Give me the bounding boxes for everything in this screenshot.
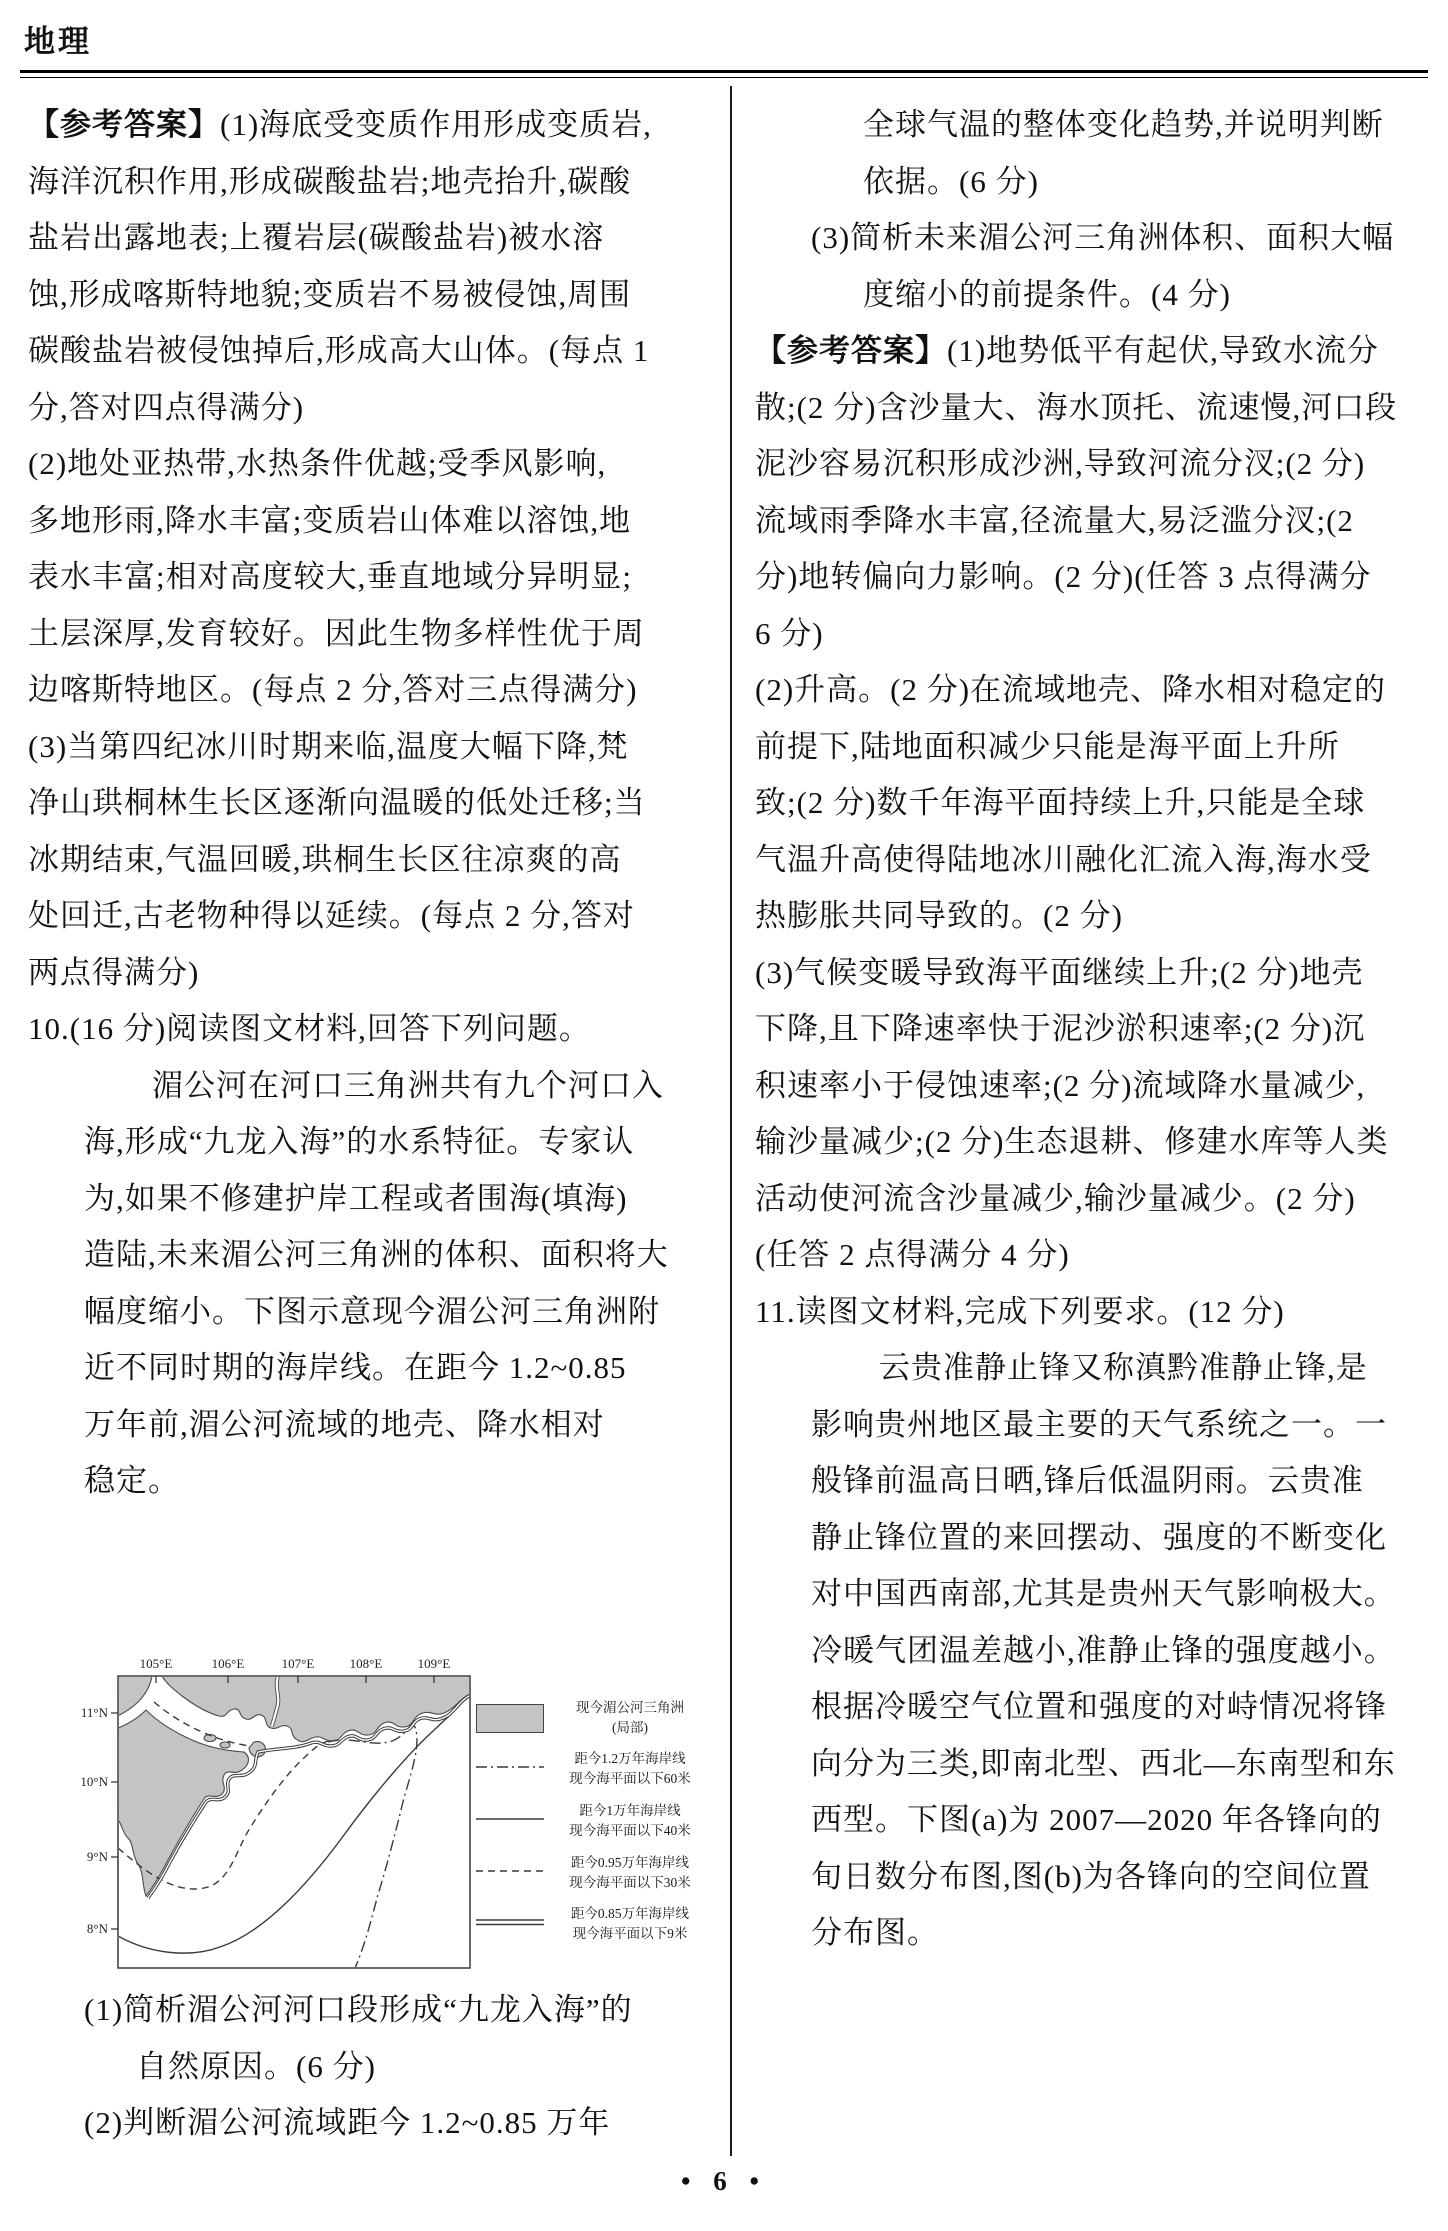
legend-label-line2: 现今海平面以下40米 bbox=[569, 1823, 691, 1838]
text-line: 6 分) bbox=[755, 615, 824, 651]
text-line: 致;(2 分)数千年海平面持续上升,只能是全球 bbox=[755, 785, 1366, 820]
text-line: 依据。(6 分) bbox=[863, 163, 1039, 199]
legend-label-line2: 现今海平面以下60米 bbox=[569, 1771, 691, 1786]
legend-label-line2: (局部) bbox=[612, 1720, 648, 1735]
legend-item bbox=[476, 1747, 716, 1791]
text-line: 西型。下图(a)为 2007—2020 年各锋向的 bbox=[811, 1802, 1382, 1837]
text-line: 【参考答案】(1)海底受变质作用形成变质岩, bbox=[28, 107, 652, 142]
legend-line-icon bbox=[476, 1761, 544, 1773]
column-divider bbox=[730, 86, 732, 2156]
text-line: 流域雨季降水丰富,径流量大,易泛滥分汊;(2 bbox=[755, 502, 1354, 538]
text-line: 万年前,湄公河流域的地壳、降水相对 bbox=[84, 1406, 605, 1442]
legend-label bbox=[544, 1801, 716, 1841]
text-line: 幅度缩小。下图示意现今湄公河三角洲附 bbox=[84, 1293, 660, 1329]
y-axis-label: 10°N bbox=[80, 1774, 108, 1789]
text-line: 云贵准静止锋又称滇黔准静止锋,是 bbox=[879, 1350, 1368, 1385]
legend-line-icon bbox=[476, 1813, 544, 1825]
text-line: 净山珙桐林生长区逐渐向温暖的低处迁移;当 bbox=[28, 785, 646, 820]
text-line: 全球气温的整体变化趋势,并说明判断 bbox=[863, 107, 1384, 142]
text-line: 表水丰富;相对高度较大,垂直地域分异明显; bbox=[28, 559, 632, 594]
text-line: 气温升高使得陆地冰川融化汇流入海,海水受 bbox=[755, 841, 1372, 877]
legend-label-line1: 距今1万年海岸线 bbox=[579, 1803, 681, 1818]
x-axis-label: 105°E bbox=[139, 1656, 173, 1671]
text-line: 冰期结束,气温回暖,珙桐生长区往凉爽的高 bbox=[28, 841, 622, 877]
x-axis-label: 107°E bbox=[281, 1656, 315, 1671]
text-line: 两点得满分) bbox=[28, 954, 200, 990]
legend-area-swatch-icon bbox=[476, 1704, 544, 1733]
text-line: 【参考答案】(1)地势低平有起伏,导致水流分 bbox=[755, 333, 1379, 368]
text-line: 泥沙容易沉积形成沙洲,导致河流分汊;(2 分) bbox=[755, 446, 1366, 481]
legend-item bbox=[476, 1799, 716, 1843]
text-line: 分布图。 bbox=[811, 1915, 939, 1950]
text-line: 近不同时期的海岸线。在距今 1.2~0.85 bbox=[84, 1350, 627, 1385]
text-line: (2)判断湄公河流域距今 1.2~0.85 万年 bbox=[84, 2105, 611, 2140]
text-line: 分)地转偏向力影响。(2 分)(任答 3 点得满分 bbox=[755, 559, 1372, 594]
text-line: 前提下,陆地面积减少只能是海平面上升所 bbox=[755, 728, 1340, 764]
legend-swatch bbox=[476, 1760, 544, 1778]
text-line: 般锋前温高日晒,锋后低温阴雨。云贵准 bbox=[811, 1463, 1364, 1498]
text-line: 度缩小的前提条件。(4 分) bbox=[863, 276, 1231, 312]
text-line: (3)简析未来湄公河三角洲体积、面积大幅 bbox=[811, 220, 1395, 255]
text-line: 11.读图文材料,完成下列要求。(12 分) bbox=[755, 1293, 1285, 1329]
text-line: 热膨胀共同导致的。(2 分) bbox=[755, 898, 1123, 933]
text-line: 向分为三类,即南北型、西北—东南型和东 bbox=[811, 1745, 1396, 1781]
text-line: 蚀,形成喀斯特地貌;变质岩不易被侵蚀,周围 bbox=[28, 276, 632, 312]
text-line: 静止锋位置的来回摆动、强度的不断变化 bbox=[811, 1519, 1387, 1555]
text-line: (任答 2 点得满分 4 分) bbox=[755, 1237, 1070, 1272]
legend-swatch bbox=[476, 1915, 544, 1933]
legend-label-line1: 现今湄公河三角洲 bbox=[576, 1700, 684, 1715]
y-axis-label: 11°N bbox=[80, 1705, 108, 1720]
legend-item bbox=[476, 1902, 716, 1946]
legend-label-line2: 现今海平面以下30米 bbox=[569, 1875, 691, 1890]
text-line: 影响贵州地区最主要的天气系统之一。一 bbox=[811, 1406, 1387, 1442]
left-column-text-bottom bbox=[28, 1982, 718, 2152]
text-line: 根据冷暖空气位置和强度的对峙情况将锋 bbox=[811, 1689, 1387, 1724]
text-line: (1)简析湄公河河口段形成“九龙入海”的 bbox=[84, 1992, 633, 2027]
legend-label bbox=[544, 1904, 716, 1944]
text-line: 自然原因。(6 分) bbox=[136, 2048, 376, 2084]
x-axis-label: 108°E bbox=[349, 1656, 383, 1671]
text-line: 土层深厚,发育较好。因此生物多样性优于周 bbox=[28, 615, 645, 651]
text-line: (3)气候变暖导致海平面继续上升;(2 分)地壳 bbox=[755, 954, 1364, 990]
text-line: (3)当第四纪冰川时期来临,温度大幅下降,梵 bbox=[28, 728, 629, 764]
estuary-island bbox=[220, 1742, 230, 1748]
text-line: 旬日数分布图,图(b)为各锋向的空间位置 bbox=[811, 1858, 1371, 1894]
text-line: 碳酸盐岩被侵蚀掉后,形成高大山体。(每点 1 bbox=[28, 333, 650, 368]
text-line: 边喀斯特地区。(每点 2 分,答对三点得满分) bbox=[28, 672, 638, 707]
text-line: 输沙量减少;(2 分)生态退耕、修建水库等人类 bbox=[755, 1124, 1389, 1159]
text-line: 海,形成“九龙入海”的水系特征。专家认 bbox=[84, 1124, 635, 1159]
legend-label-line1: 距今0.95万年海岸线 bbox=[570, 1855, 690, 1870]
text-line: 活动使河流含沙量减少,输沙量减少。(2 分) bbox=[755, 1180, 1356, 1216]
text-line: 盐岩出露地表;上覆岩层(碳酸盐岩)被水溶 bbox=[28, 220, 605, 255]
legend-double-line-icon bbox=[476, 1916, 544, 1928]
legend-swatch bbox=[476, 1704, 544, 1733]
y-axis-label: 8°N bbox=[86, 1921, 108, 1936]
x-axis-label: 106°E bbox=[211, 1656, 245, 1671]
legend-label-line2: 现今海平面以下9米 bbox=[572, 1926, 688, 1941]
text-line: (2)升高。(2 分)在流域地壳、降水相对稳定的 bbox=[755, 672, 1387, 707]
legend-item bbox=[476, 1851, 716, 1895]
right-column-text bbox=[755, 97, 1445, 1962]
text-line: 10.(16 分)阅读图文材料,回答下列问题。 bbox=[28, 1011, 591, 1046]
text-line: 稳定。 bbox=[84, 1463, 180, 1498]
legend-label bbox=[544, 1853, 716, 1893]
text-line: (2)地处亚热带,水热条件优越;受季风影响, bbox=[28, 446, 607, 481]
text-line: 对中国西南部,尤其是贵州天气影响极大。 bbox=[811, 1576, 1396, 1611]
text-line: 海洋沉积作用,形成碳酸盐岩;地壳抬升,碳酸 bbox=[28, 163, 632, 199]
legend-label bbox=[544, 1749, 716, 1789]
legend-swatch bbox=[476, 1864, 544, 1882]
header-rule bbox=[20, 70, 1428, 78]
answer-marker: 【参考答案】 bbox=[28, 107, 220, 142]
text-line: 多地形雨,降水丰富;变质岩山体难以溶蚀,地 bbox=[28, 502, 632, 538]
page-number: • 6 • bbox=[681, 2166, 767, 2196]
text-line: 为,如果不修建护岸工程或者围海(填海) bbox=[84, 1180, 628, 1216]
page-title: 地理 bbox=[24, 24, 92, 59]
answer-marker: 【参考答案】 bbox=[755, 333, 947, 368]
mekong-map-figure bbox=[60, 1638, 720, 1974]
y-axis-label: 9°N bbox=[86, 1849, 108, 1864]
x-axis-label: 109°E bbox=[417, 1656, 451, 1671]
legend-label bbox=[544, 1698, 716, 1738]
legend-line-icon bbox=[476, 1865, 544, 1877]
text-line: 湄公河在河口三角洲共有九个河口入 bbox=[152, 1067, 664, 1103]
text-line: 积速率小于侵蚀速率;(2 分)流域降水量减少, bbox=[755, 1067, 1366, 1103]
text-line: 下降,且下降速率快于泥沙淤积速率;(2 分)沉 bbox=[755, 1011, 1366, 1046]
text-line: 散;(2 分)含沙量大、海水顶托、流速慢,河口段 bbox=[755, 389, 1398, 425]
legend-label-line1: 距今0.85万年海岸线 bbox=[570, 1906, 690, 1921]
text-line: 造陆,未来湄公河三角洲的体积、面积将大 bbox=[84, 1237, 669, 1272]
legend-label-line1: 距今1.2万年海岸线 bbox=[574, 1751, 686, 1766]
legend-swatch bbox=[476, 1812, 544, 1830]
text-line: 冷暖气团温差越小,准静止锋的强度越小。 bbox=[811, 1632, 1396, 1668]
left-column-text-top bbox=[28, 97, 718, 1510]
text-line: 处回迁,古老物种得以延续。(每点 2 分,答对 bbox=[28, 898, 635, 933]
text-line: 分,答对四点得满分) bbox=[28, 389, 305, 425]
legend-item bbox=[476, 1696, 716, 1740]
